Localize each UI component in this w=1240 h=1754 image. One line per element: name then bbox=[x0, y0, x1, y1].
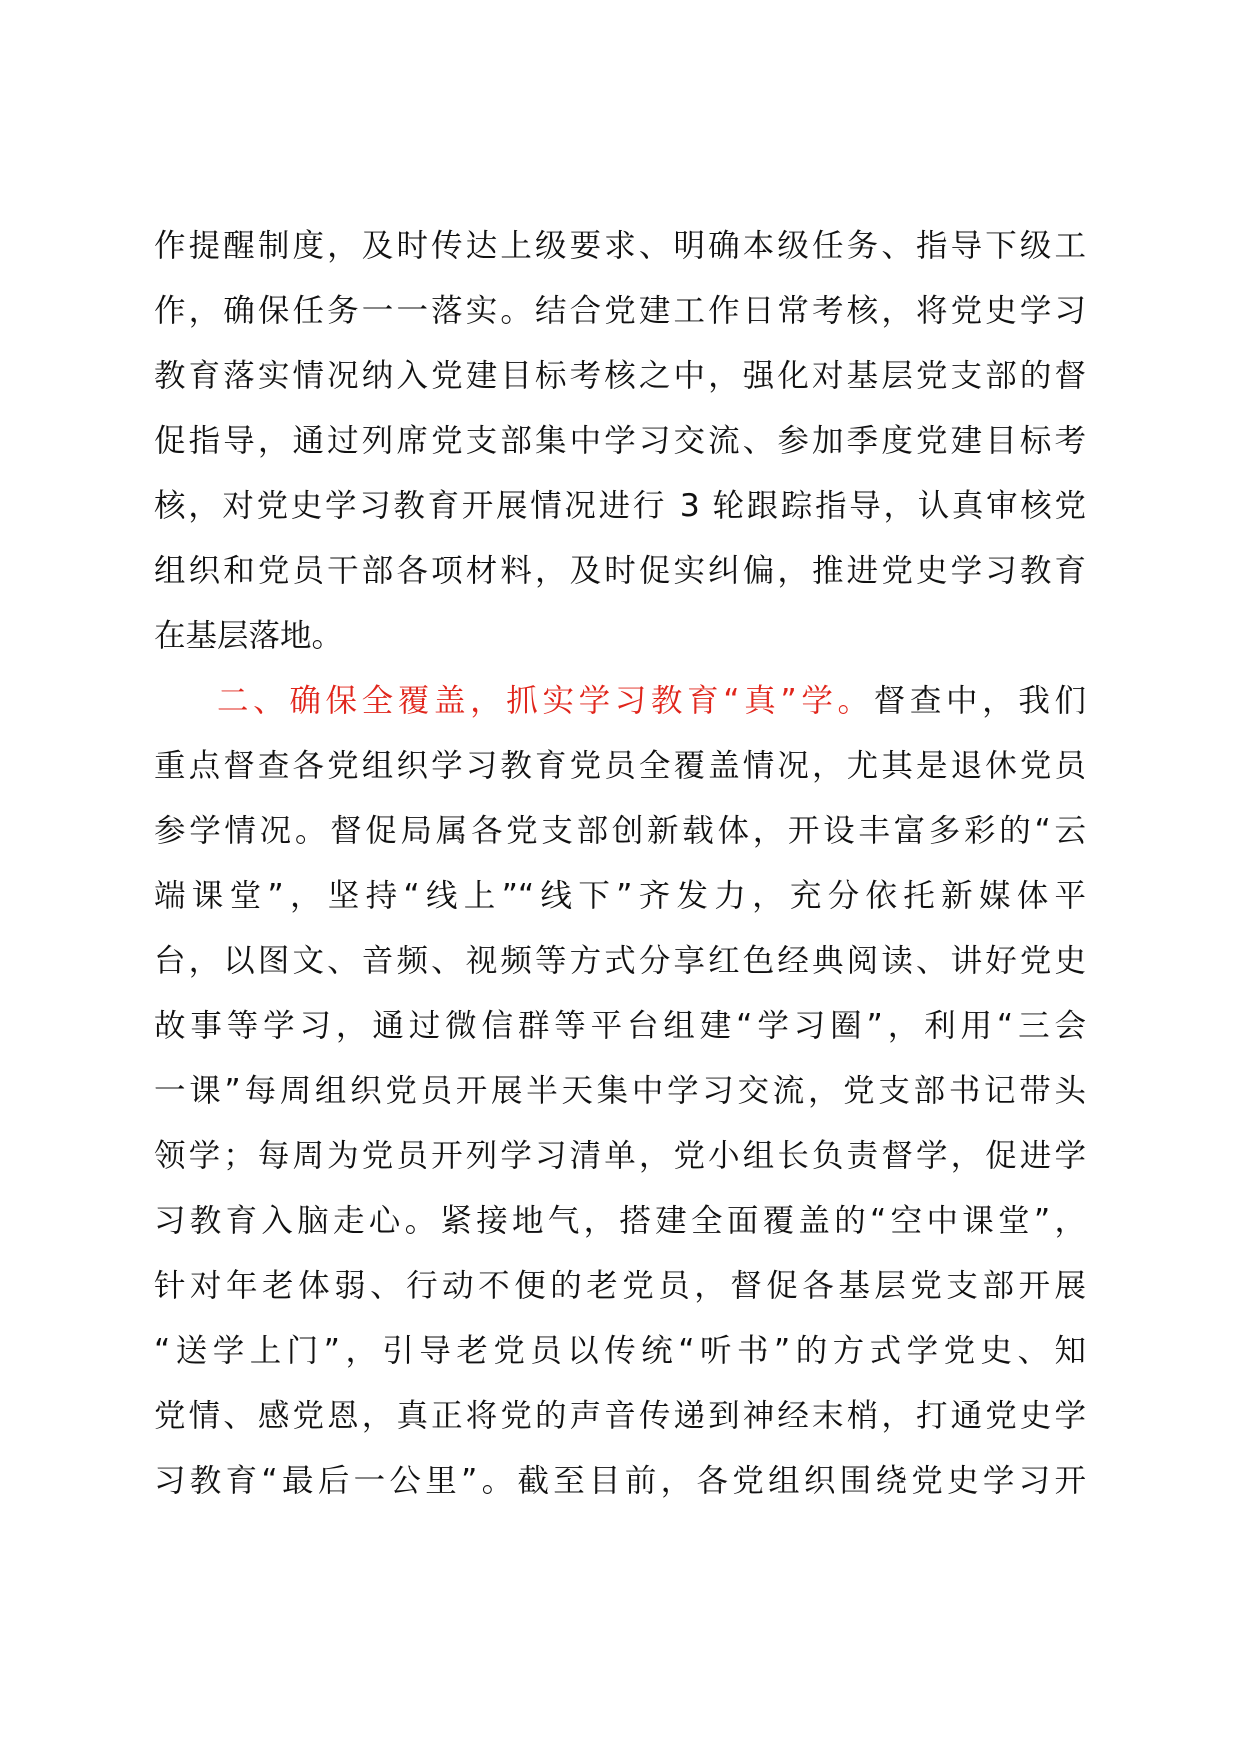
text-line-11: 端课堂”，坚持“线上”“线下”齐发力，充分依托新媒体平 bbox=[154, 878, 1086, 914]
text-line-16: 习教育入脑走心。紧接地气，搭建全面覆盖的“空中课堂”， bbox=[154, 1203, 1086, 1239]
text-line-7: 在基层落地。 bbox=[154, 618, 344, 654]
text-line-6: 组织和党员干部各项材料，及时促实纠偏，推进党史学习教育 bbox=[154, 553, 1086, 589]
text-line-10: 参学情况。督促局属各党支部创新载体，开设丰富多彩的“云 bbox=[154, 813, 1086, 849]
text-line-14: 一课”每周组织党员开展半天集中学习交流，党支部书记带头 bbox=[154, 1073, 1086, 1109]
text-line-2: 作，确保任务一一落实。结合党建工作日常考核，将党史学习 bbox=[154, 293, 1086, 329]
text-line-20: 习教育“最后一公里”。截至目前，各党组织围绕党史学习开 bbox=[154, 1463, 1086, 1499]
text-line-19: 党情、感党恩，真正将党的声音传递到神经末梢，打通党史学 bbox=[154, 1398, 1086, 1434]
section-heading: 二、确保全覆盖，抓实学习教育“真”学。 bbox=[217, 683, 874, 719]
text-line-9: 重点督查各党组织学习教育党员全覆盖情况，尤其是退休党员 bbox=[154, 748, 1086, 784]
text-line-8 bbox=[154, 669, 1086, 734]
text-line-12: 台，以图文、音频、视频等方式分享红色经典阅读、讲好党史 bbox=[154, 943, 1086, 979]
text-line-1: 作提醒制度，及时传达上级要求、明确本级任务、指导下级工 bbox=[154, 228, 1086, 264]
text-line-4: 促指导，通过列席党支部集中学习交流、参加季度党建目标考 bbox=[154, 423, 1086, 459]
text-line-5: 核，对党史学习教育开展情况进行 3 轮跟踪指导，认真审核党 bbox=[154, 488, 1086, 524]
text-line-17: 针对年老体弱、行动不便的老党员，督促各基层党支部开展 bbox=[154, 1268, 1086, 1304]
text-line-18: “送学上门”，引导老党员以传统“听书”的方式学党史、知 bbox=[154, 1333, 1086, 1369]
body-text bbox=[154, 214, 1086, 1514]
text-line-13: 故事等学习，通过微信群等平台组建“学习圈”，利用“三会 bbox=[154, 1008, 1086, 1044]
text-line-15: 领学；每周为党员开列学习清单，党小组长负责督学，促进学 bbox=[154, 1138, 1086, 1174]
text-line-3: 教育落实情况纳入党建目标考核之中，强化对基层党支部的督 bbox=[154, 358, 1086, 394]
heading-continuation: 督查中，我们 bbox=[873, 683, 1086, 719]
